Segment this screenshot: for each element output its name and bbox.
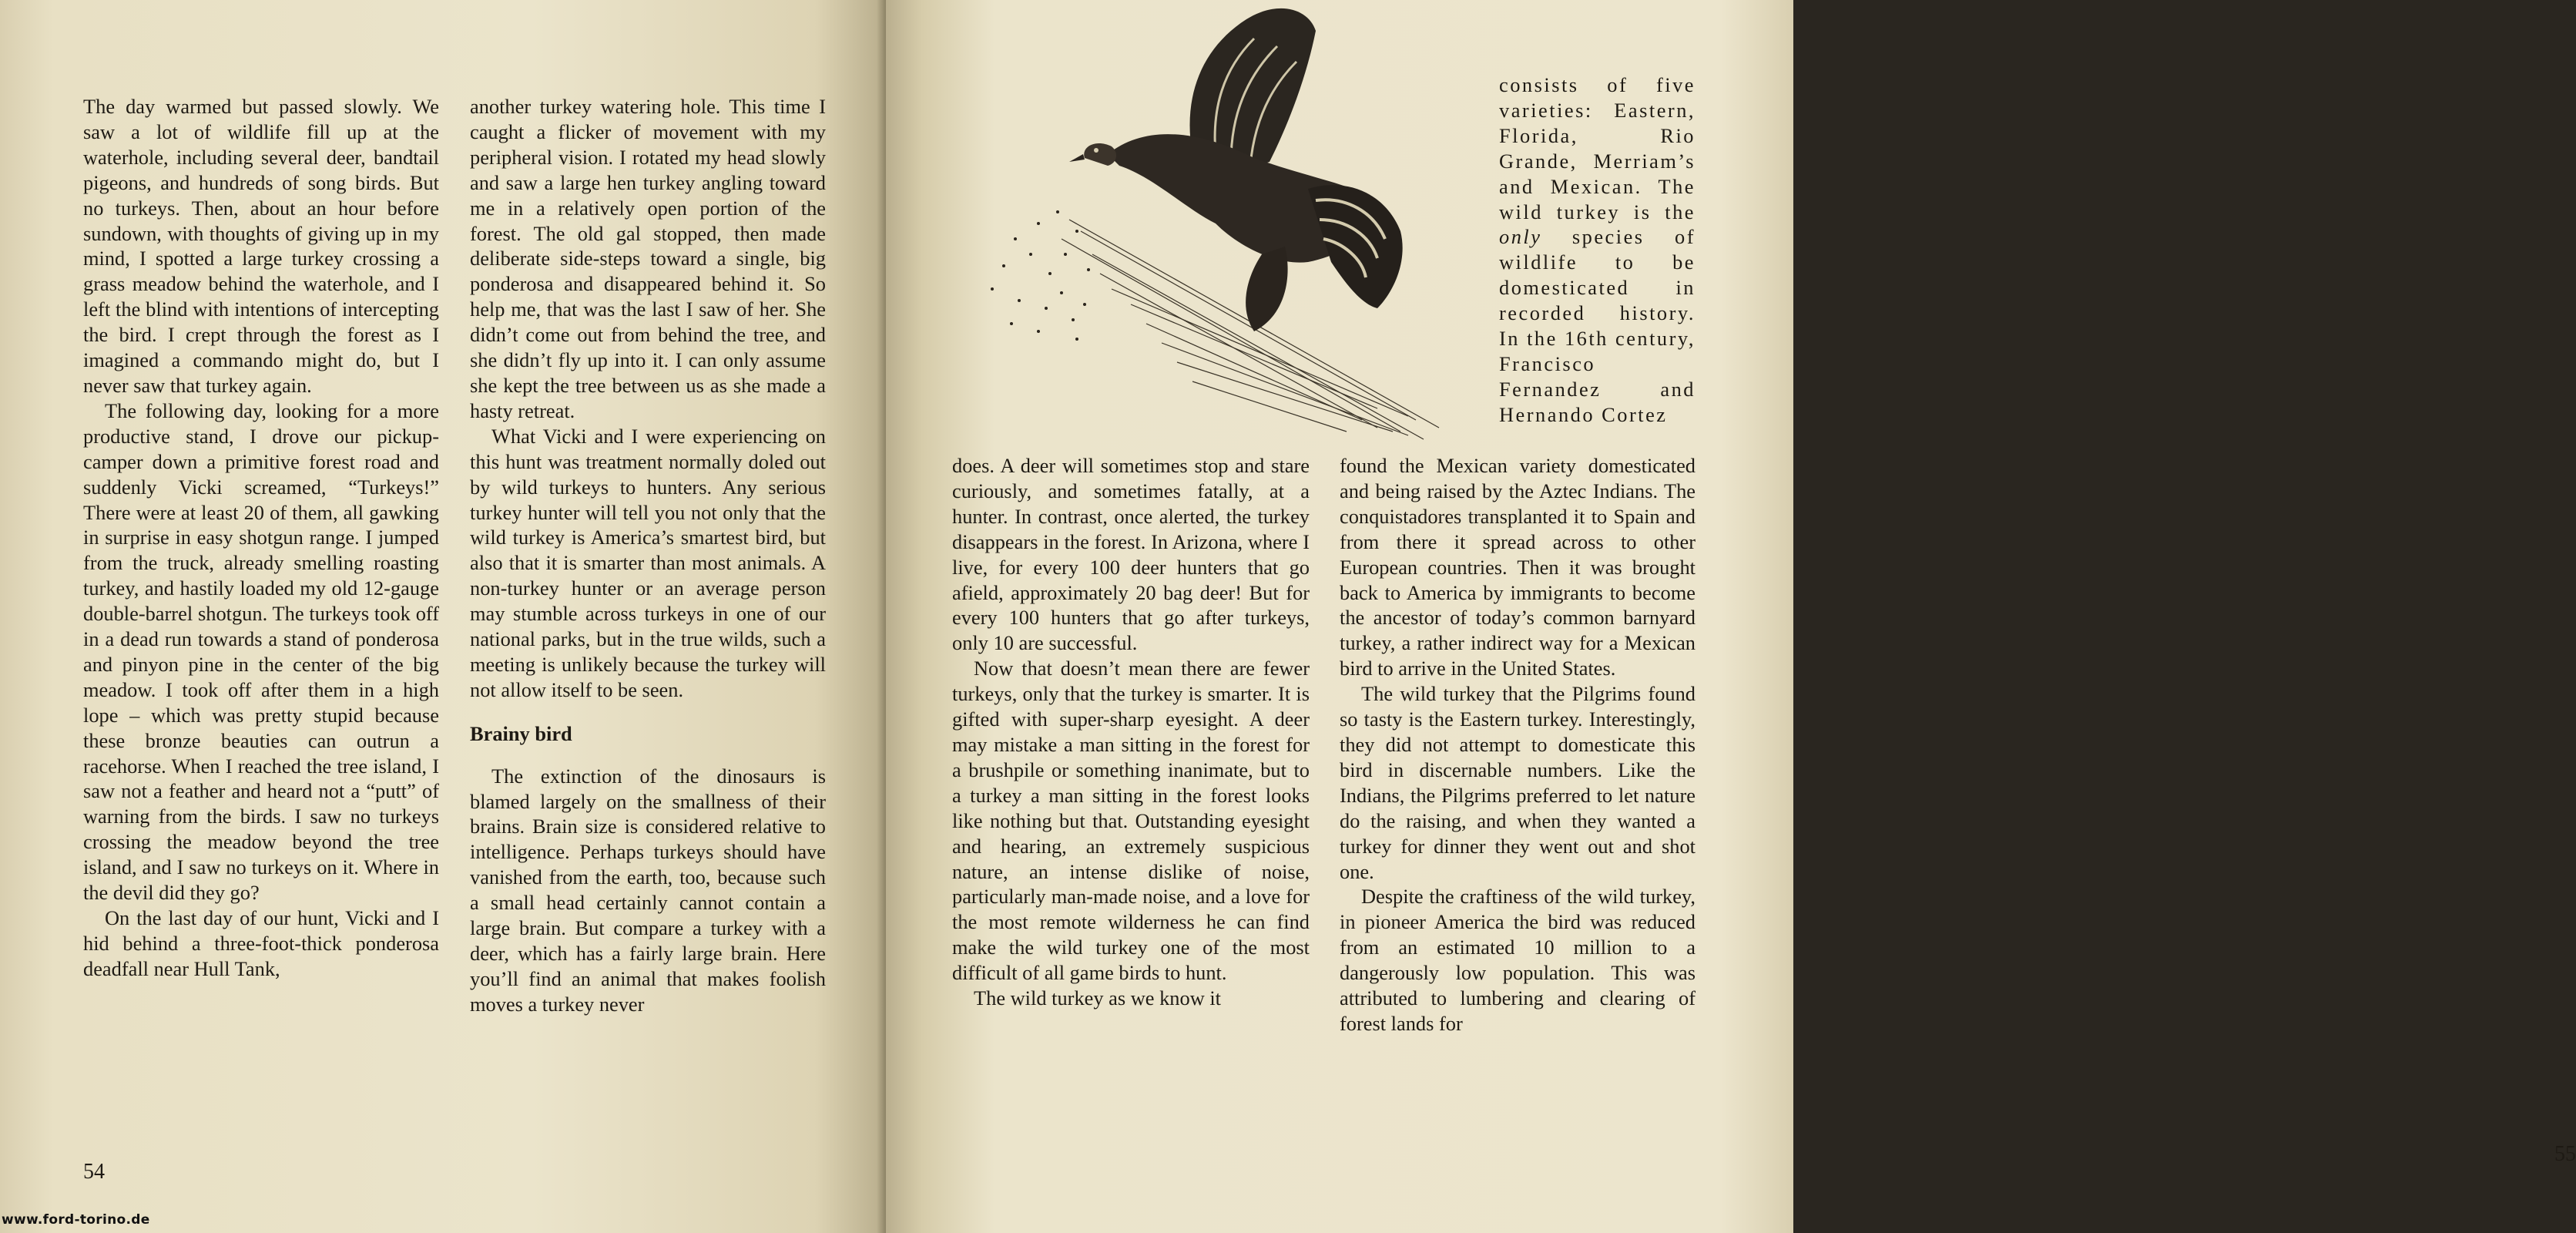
paragraph: does. A deer will sometimes stop and stare curiously, and sometimes fatally, at a hunter. In contrast, once alerted, the turkey disappears in the forest. In Arizona, where I live, for every 100 deer hunters that go afield, approximately 20 bag deer! But for every 100 hunters that go after turkeys, only 10 are successful. [952,454,1310,655]
paragraph-fragment: consists of five varieties: Eastern, Florida, Rio Grande, Merriam’s and Mexican. The wild turkey is the [1499,73,1696,223]
paragraph: The day warmed but passed slowly. We saw a lot of wildlife fill up at the waterhole, including several deer, bandtail pigeons, and hundreds of song birds. But no turkeys. Then, about an hour before sundown, with thoughts of giving up in my mind, I spotted a large turkey crossing a grass meadow behind the waterhole, and I left the blind with intentions of intercepting the bird. I crept through the forest as I imagined a commando might do, but I never saw that turkey again. [83,95,439,397]
flying-turkey-illustration [946,0,1454,447]
paragraph: another turkey watering hole. This time I caught a flicker of movement with my peripheral vision. I rotated my head slowly and saw a large hen turkey angling toward me in a relatively open portion of the forest. The old gal stopped, then made deliberate side-steps toward a single, big ponderosa and disappeared behind it. So help me, that was the last I saw of her. She didn’t come out from behind the tree, and she didn’t fly up into it. I can only assume she kept the tree between us as she made a hasty retreat. [470,95,826,422]
paragraph: The wild turkey that the Pilgrims found so tasty is the Eastern turkey. Interestingly, they did not attempt to domesticate this bird in discernable numbers. Like the Indians, the Pilgrims preferred to let nature do the raising, and when they wanted a turkey for dinner they went out and shot one. [1340,682,1696,883]
paragraph: found the Mexican variety domesticated and being raised by the Aztec Indians. The conquistadores transplanted it to Spain and from there it spread across to other European countries. Then it was brought back to America by immigrants to become the ancestor of today’s common barnyard turkey, a rather indirect way for a Mexican bird to arrive in the United States. [1340,454,1696,680]
paragraph: The following day, looking for a more productive stand, I drove our pickup-camper down a primitive forest road and suddenly Vicki screamed, “Turkeys!” There were at least 20 of them, all gawking in surprise in easy shotgun range. I jumped from the truck, already smelling roasting turkey, and hastily loaded my old 12-gauge double-barrel shotgun. The turkeys took off in a dead run towards a stand of ponderosa and pinyon pine in the center of the big meadow. I took off after them in a high lope – which was pretty stupid because these bronze beauties can outrun a racehorse. When I reached the tree island, I saw not a feather and heard not a “putt” of warning from the birds. I saw no turkeys crossing the meadow beyond the tree island, and I saw no turkeys on it. Where in the devil did they go? [83,398,439,905]
left-page-column-1 [83,94,439,982]
paragraph: On the last day of our hunt, Vicki and I hid behind a three-foot-thick ponderosa deadfall near Hull Tank, [83,906,439,980]
turkey-bird [1069,8,1403,331]
right-page-column-2 [1340,453,1696,1036]
left-page [0,0,886,1233]
paragraph: The wild turkey as we know it [974,986,1222,1010]
paragraph: Now that doesn’t mean there are fewer turkeys, only that the turkey is smarter. It is gifted with super-sharp eyesight. A deer may mistake a man sitting in the forest for a brushpile or something inanimate, but to a turkey a man sitting in the forest looks like nothing but that. Outstanding eyesight and hearing, an extremely suspicious nature, an intense dislike of noise, particularly man-made noise, and a love for the most remote wilderness he can find make the wild turkey one of the most difficult of all game birds to hunt. [952,657,1310,985]
left-page-column-2 [470,94,826,1017]
watermark: www.ford-torino.de [2,1212,150,1228]
page-number-right: 55 [2554,1142,2576,1166]
emphasis: only [1499,225,1542,249]
right-page-column-2-top [1499,72,1696,428]
paragraph: What Vicki and I were experiencing on this hunt was treatment normally doled out by wild turkeys to hunters. Any serious turkey hunter will tell you not only that the wild turkey is America’s smartest bird, but also that it is smarter than most animals. A non-turkey hunter or an average person may stumble across turkeys in one of our national parks, but in the true wilds, such a meeting is unlikely because the turkey will not allow itself to be seen. [470,424,826,701]
paragraph: The extinction of the dinosaurs is blamed largely on the smallness of their brains. Brain size is considered relative to intelligence. Perhaps turkeys should have vanished from the earth, too, because such a small head certainly cannot contain a large brain. But compare a turkey with a deer, which has a fairly large brain. Here you’ll find an animal that makes foolish moves a turkey never [470,764,826,1016]
page-number-left: 54 [83,1160,105,1184]
snow-dots [991,210,1090,341]
section-heading: Brainy bird [470,721,572,745]
right-page-column-1 [952,453,1310,1011]
paragraph-fragment: species of wildlife to be domesticated in recorded history. In the 16th century, Francisco Fernandez and Hernando Cortez [1499,225,1696,426]
paragraph: Despite the craftiness of the wild turkey, in pioneer America the bird was reduced from an estimated 10 million to a dangerously low population. This was attributed to lumbering and clearing of forest lands for [1340,885,1696,1035]
